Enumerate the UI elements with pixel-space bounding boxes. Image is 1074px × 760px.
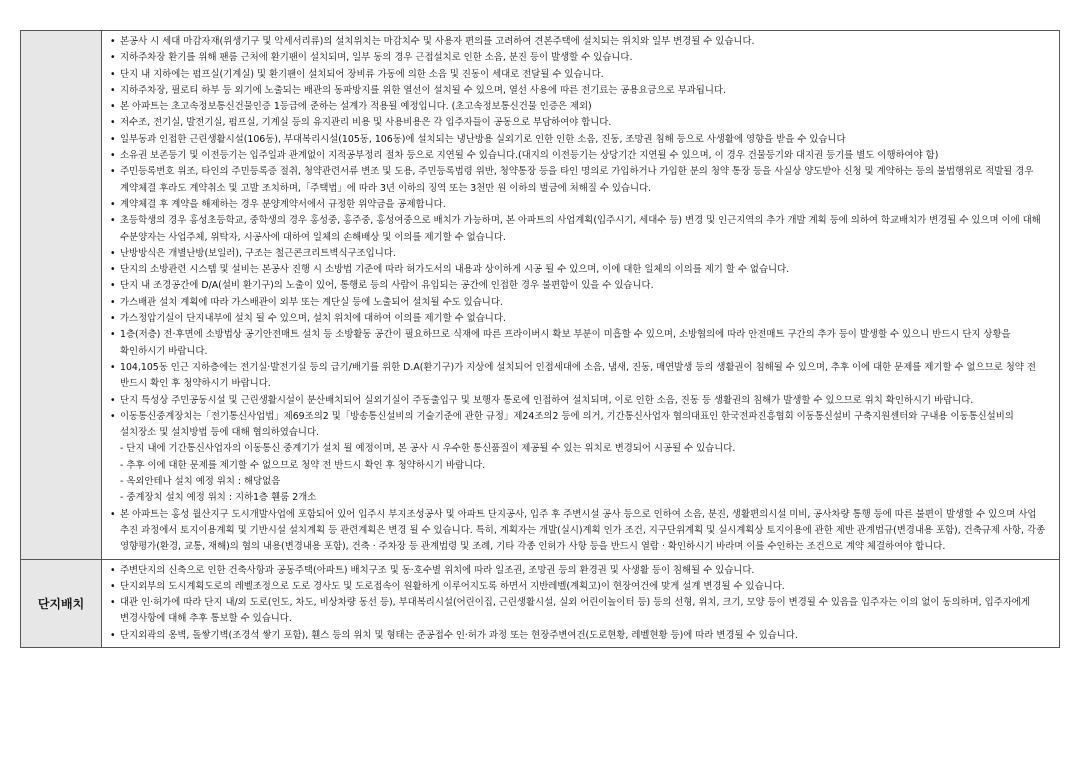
notice-list-layout	[108, 563, 1053, 644]
list-item: • 초등학생의 경우 홍성초등학교, 중학생의 경우 홍성중, 홍주중, 홍성여중으로 배치가 가능하며, 본 아파트의 사업계획(입주시기, 세대수 등) 변경 및 인근지역의 추가 개발 계획 등에 의하여 학교배치가 변경될 수 있으며 이에 대해 수분양자는 사업주체, 위탁자, 시공사에 대하여 일체의 손해배상 및 이의를 제기할 수 없습니다.	[108, 213, 1053, 246]
section-body-layout	[102, 559, 1060, 647]
list-item: • 난방방식은 개별난방(보일러), 구조는 철근콘크리트벽식구조입니다.	[108, 246, 1053, 262]
list-item: • 본 아파트는 홍성 월산지구 도시개발사업에 포함되어 있어 입주시 부지조성공사 및 아파트 단지공사, 입주 후 주변시설 공사 등으로 인하여 소음, 분진, 생활편의시설 미비, 공사차량 통행 등에 따른 불편이 발생할 수 있으며 사업 추진 과정에서 토지이용계획 및 기반시설 설치계획 등 관련계획은 변경 될 수 있습니다. 특히, 계획자는 개발(실시)계획 인가 조건, 지구단위계획 및 실시계획상 토지이용에 관한 제반 관계법규(변경내용 포함), 건축규제 사항, 각종 영향평가(환경, 교통, 재해)의 협의 내용(변경내용 포함), 건축 · 주차장 등 관계법령 및 조례, 기타 각종 인허가 사항 등을 반드시 열람 · 확인하시기 바라며 이를 수인하는 조건으로 계약 체결하여야 합니다.	[108, 507, 1053, 556]
list-item: • 104,105동 인근 지하층에는 전기실·발전기실 등의 급기/배기를 위한 D.A(환기구)가 지상에 설치되어 인접세대에 소음, 냄새, 진동, 매연발생 등의 생활권이 침해될 수 있으며, 추후 이에 대한 문제를 제기할 수 없으므로 청약 전 반드시 확인 후 청약하시기 바랍니다.	[108, 360, 1053, 393]
list-item: • 단지 내 조경공간에 D/A(설비 환기구)의 노출이 있어, 통행로 등의 사람이 유입되는 공간에 인접한 경우 불편함이 있을 수 있습니다.	[108, 278, 1053, 294]
list-item: • 1층(저층) 전·후면에 소방법상 공기안전매트 설치 등 소방활동 공간이 필요하므로 식재에 따른 프라이버시 확보 부분이 미흡할 수 있으며, 소방협의에 따라 안전매트 구간의 추가 등이 발생할 수 있으니 반드시 단지 상황을 확인하시기 바랍니다.	[108, 327, 1053, 360]
list-item: • 지하주차장 환기를 위해 팬룸 근처에 환기팬이 설치되며, 일부 동의 경우 근접설치로 인한 소음, 분진 등이 발생할 수 있습니다.	[108, 50, 1053, 66]
sub-list-item: - 추후 이에 대한 문제를 제기할 수 없으므로 청약 전 반드시 확인 후 청약하시기 바랍니다.	[120, 459, 486, 471]
list-item: • 가스정압기실이 단지내부에 설치 될 수 있으며, 설치 위치에 대하여 이의를 제기할 수 없습니다.	[108, 311, 1053, 327]
list-item: • 이동통신중계장치는「전기통신사업법」제69조의2 및「방송통신설비의 기술기준에 관한 규정」제24조의2 등에 의거, 기간통신사업자 협의대표인 한국전파진흥협회 이동통신설비 구축지원센터와 구내용 이동통신설비의 설치장소 및 설치방법 등에 대해 협의하였습니다.	[108, 409, 1053, 442]
notice-table	[20, 30, 1060, 648]
list-item: • 단지 특성상 주민공동시설 및 근린생활시설이 분산배치되어 실외기실이 주동출입구 및 보행자 통로에 인접하여 설치되며, 이로 인한 소음, 진동 등 생활권의 침해가 발생할 수 있으므로 위치 확인하시기 바랍니다.	[108, 393, 1053, 409]
list-item: • 주민등록번호 위조, 타인의 주민등록증 절취, 청약관련서류 변조 및 도용, 주민등록법령 위반, 청약통장 등을 타인 명의로 가입하거나 가입한 분의 청약 통장 등을 사실상 양도받아 신청 및 계약하는 등의 불법행위로 적발될 경우 계약체결 후라도 계약취소 및 고발 조치하며,「주택법」에 따라 3년 이하의 징역 또는 3천만 원 이하의 벌금에 처해질 수 있습니다.	[108, 164, 1053, 197]
list-item: • 단지외부의 도시계획도로의 레벨조정으로 도로 경사도 및 도로접속이 원활하게 이루어지도록 하면서 지반레벨(계획고)이 현장여건에 맞게 설계 변경될 수 있습니다.	[108, 579, 1053, 595]
list-item: • 일부동과 인접한 근린생활시설(106동), 부대복리시설(105동, 106동)에 설치되는 냉난방용 실외기로 인한 인한 소음, 진동, 조망권 침해 등으로 사생활에 영향을 받을 수 있습니다	[108, 132, 1053, 148]
list-item: • 본 아파트는 초고속정보통신건물인증 1등급에 준하는 설계가 적용될 예정입니다. (초고속정보통신건물 인증은 제외)	[108, 99, 1053, 115]
section-label-layout: 단지배치	[21, 559, 102, 647]
list-item: • 계약체결 후 계약을 해제하는 경우 분양계약서에서 규정한 위약금을 공제합니다.	[108, 197, 1053, 213]
list-item: • 단지의 소방관련 시스템 및 설비는 본공사 진행 시 소방법 기준에 따라 허가도서의 내용과 상이하게 시공 될 수 있으며, 이에 대한 일체의 이의를 제기 할 수 없습니다.	[108, 262, 1053, 278]
list-item: • 본공사 시 세대 마감자재(위생기구 및 악세서리류)의 설치위치는 마감치수 및 사용자 편의를 고려하여 견본주택에 설치되는 위치와 일부 변경될 수 있습니다.	[108, 34, 1053, 50]
list-item: • 소유권 보존등기 및 이전등기는 입주일과 관계없이 지적공부정리 절차 등으로 지연될 수 있습니다.(대지의 이전등기는 상당기간 지연될 수 있으며, 이 경우 건물등기와 대지권 등기를 별도 이행하여야 함)	[108, 148, 1053, 164]
list-item: • 저수조, 전기실, 발전기실, 펌프실, 기계실 등의 유지관리 비용 및 사용비용은 각 입주자들이 공동으로 부담하여야 합니다.	[108, 115, 1053, 131]
section-label-general	[21, 31, 102, 560]
sub-list-item: - 단지 내에 기간통신사업자의 이동통신 중계기가 설치 될 예정이며, 본 공사 시 우수한 통신품질이 제공될 수 있는 위치로 변경되어 시공될 수 있습니다.	[120, 443, 736, 455]
notice-list-general	[108, 34, 1053, 556]
section-row-general	[21, 31, 1060, 560]
sub-list-item: - 옥외안테나 설치 예정 위치 : 해당없음	[120, 476, 281, 488]
sub-list-item: - 중계장치 설치 예정 위치 : 지하1층 휀룸 2개소	[120, 492, 317, 504]
notice-sheet	[20, 30, 1060, 648]
list-item: • 단지외곽의 옹벽, 돌쌓기벽(조경석 쌓기 포함), 휀스 등의 위치 및 형태는 준공접수 인·허가 과정 또는 현장주변여건(도로현황, 레벨현황 등)에 따라 변경될 수 있습니다.	[108, 628, 1053, 644]
list-item: • 단지 내 지하에는 펌프실(기계실) 및 환기팬이 설치되어 장비류 가동에 의한 소음 및 진동이 세대로 전달될 수 있습니다.	[108, 67, 1053, 83]
section-row-layout	[21, 559, 1060, 647]
list-item: • 대관 인·허가에 따라 단지 내/외 도로(인도, 차도, 비상차량 동선 등), 부대복리시설(어린이집, 근린생활시설, 실외 어린이놀이터 등) 등의 선형, 위치, 크기, 모양 등이 변경될 수 있음을 입주자는 이의 없이 동의하며, 입주자에게 변경사항에 대해 추후 통보할 수 있습니다.	[108, 595, 1053, 628]
list-item: • 지하주차장, 필로티 하부 등 외기에 노출되는 배관의 동파방지를 위한 열선이 설치될 수 있으며, 열선 사용에 따른 전기료는 공용요금으로 부과됩니다.	[108, 83, 1053, 99]
section-body-general	[102, 31, 1060, 560]
list-item: • 주변단지의 신축으로 인한 건축사항과 공동주택(아파트) 배치구조 및 동·호수별 위치에 따라 일조권, 조망권 등의 환경권 및 사생활 등이 침해될 수 있습니다.	[108, 563, 1053, 579]
list-item: • 가스배관 설치 계획에 따라 가스배관이 외부 또는 계단실 등에 노출되어 설치될 수도 있습니다.	[108, 295, 1053, 311]
